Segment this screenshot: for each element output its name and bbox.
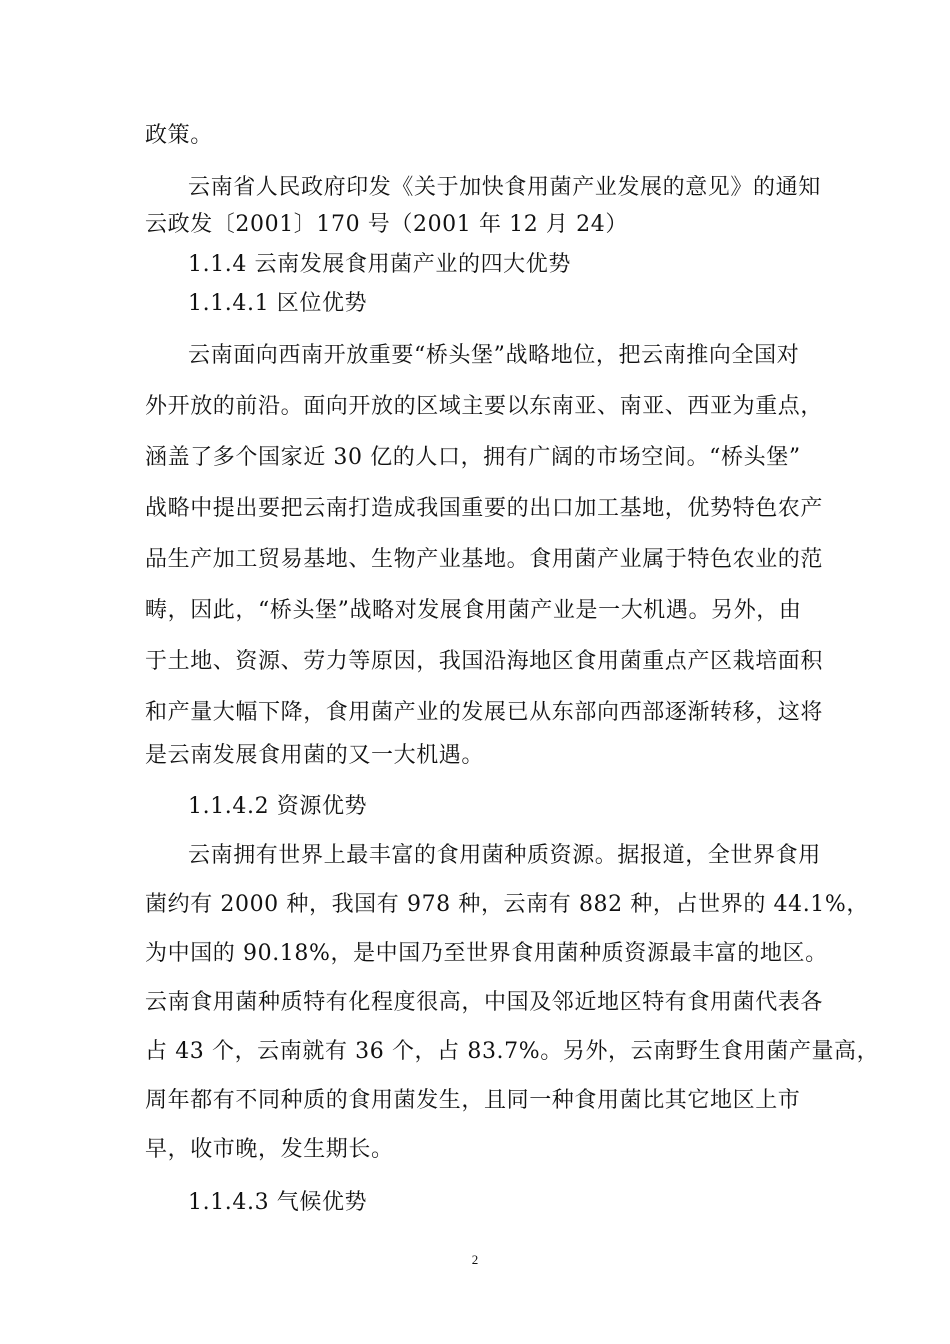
text-line: 云南食用菌种质特有化程度很高，中国及邻近地区特有食用菌代表各 bbox=[145, 990, 824, 1015]
subsection-heading: 1.1.4.2 资源优势 bbox=[188, 794, 368, 819]
text-line: 涵盖了多个国家近 30 亿的人口，拥有广阔的市场空间。“桥头堡” bbox=[145, 445, 801, 470]
text-line: 云南省人民政府印发《关于加快食用菌产业发展的意见》的通知 bbox=[188, 175, 821, 200]
text-line: 周年都有不同种质的食用菌发生，且同一种食用菌比其它地区上市 bbox=[145, 1088, 801, 1113]
text-line: 品生产加工贸易基地、生物产业基地。食用菌产业属于特色农业的范 bbox=[145, 547, 824, 572]
text-line: 云南面向西南开放重要“桥头堡”战略地位，把云南推向全国对 bbox=[188, 343, 800, 368]
text-line: 政策。 bbox=[145, 123, 213, 148]
text-line: 战略中提出要把云南打造成我国重要的出口加工基地，优势特色农产 bbox=[145, 496, 824, 521]
text-line: 是云南发展食用菌的又一大机遇。 bbox=[145, 743, 485, 768]
text-line: 菌约有 2000 种，我国有 978 种，云南有 882 种，占世界的 44.1%， bbox=[145, 892, 870, 917]
text-line: 于土地、资源、劳力等原因，我国沿海地区食用菌重点产区栽培面积 bbox=[145, 649, 824, 674]
text-line: 畴，因此，“桥头堡”战略对发展食用菌产业是一大机遇。另外，由 bbox=[145, 598, 802, 623]
subsection-heading: 1.1.4.3 气候优势 bbox=[188, 1190, 368, 1215]
section-heading: 1.1.4 云南发展食用菌产业的四大优势 bbox=[188, 252, 571, 277]
subsection-heading: 1.1.4.1 区位优势 bbox=[188, 291, 368, 316]
text-line: 云南拥有世界上最丰富的食用菌种质资源。据报道，全世界食用 bbox=[188, 843, 821, 868]
text-line: 为中国的 90.18%，是中国乃至世界食用菌种质资源最丰富的地区。 bbox=[145, 941, 828, 966]
page-number: 2 bbox=[471, 1252, 479, 1267]
text-line: 外开放的前沿。面向开放的区域主要以东南亚、南亚、西亚为重点， bbox=[145, 394, 824, 419]
text-line: 和产量大幅下降，食用菌产业的发展已从东部向西部逐渐转移，这将 bbox=[145, 700, 824, 725]
text-line: 早，收市晚，发生期长。 bbox=[145, 1137, 394, 1162]
text-line: 占 43 个，云南就有 36 个，占 83.7%。另外，云南野生食用菌产量高， bbox=[145, 1039, 880, 1064]
text-line: 云政发〔2001〕170 号（2001 年 12 月 24） bbox=[145, 212, 628, 237]
